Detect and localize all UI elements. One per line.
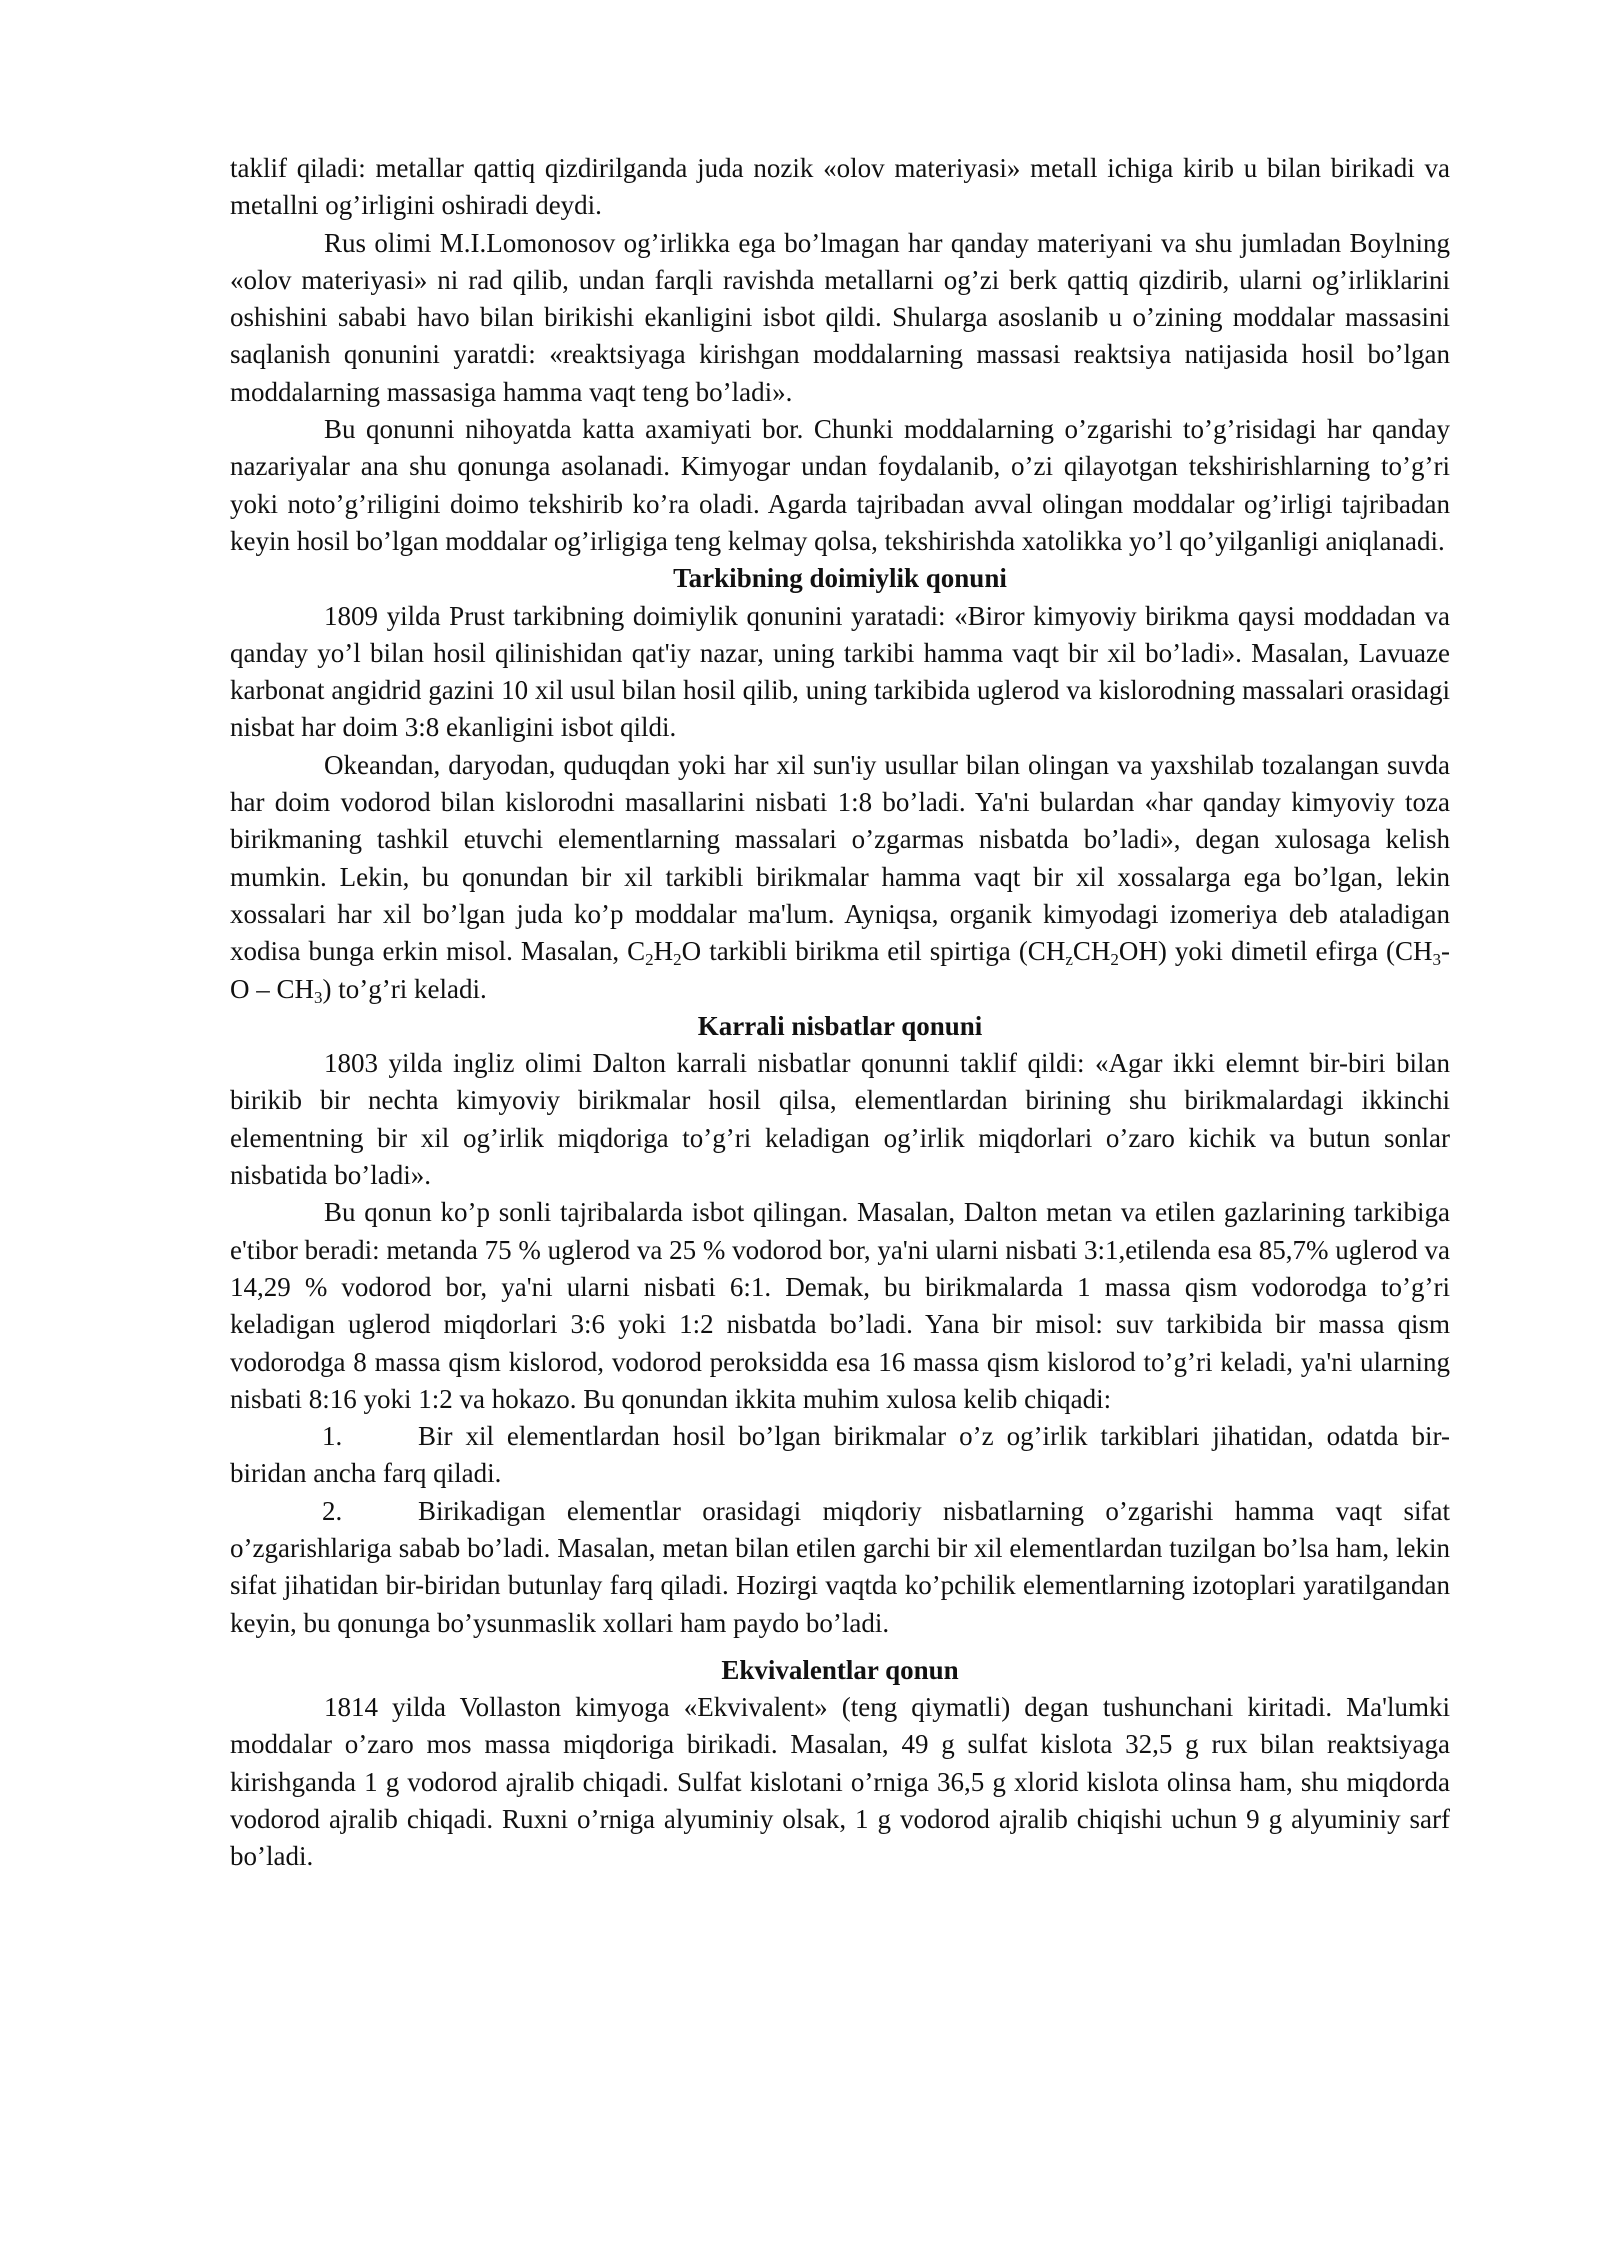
paragraph-5-end: ) to’g’ri keladi. xyxy=(322,973,487,1004)
formula-z-sub: z xyxy=(1065,950,1073,970)
formula-oh: OH) yoki dimetil efirga (CH xyxy=(1118,936,1433,967)
paragraph-4: 1809 yilda Prust tarkibning doimiylik qonunini yaratadi: «Biror kimyoviy birikma qaysi moddadan va qanday yo’l bilan hosil qilinishidan qat'iy nazar, uning tarkibi hamma vaqt bir xil bo’ladi». Masalan, Lavuaze karbonat angidrid gazini 10 xil usul bilan hosil qilib, uning tarkibida uglerod va kislorodning massalari orasidagi nisbat har doim 3:8 ekanligini isbot qildi. xyxy=(230,600,1450,743)
list-item-2 xyxy=(230,1493,1450,1642)
heading-ekvivalentlar: Ekvivalentlar qonun xyxy=(721,1654,959,1685)
formula-ch: CH xyxy=(1072,936,1111,967)
paragraph-1: taklif qiladi: metallar qattiq qizdirilganda juda nozik «olov materiyasi» metall ichiga kirib u bilan birikadi va metallni og’irligini oshiradi deydi. xyxy=(230,153,1450,221)
heading-tarkibning: Tarkibning doimiylik qonuni xyxy=(673,563,1007,594)
formula-o: O tarkibli birikma etil spirtiga (CH xyxy=(681,936,1066,967)
paragraph-5 xyxy=(230,747,1450,1008)
formula-3a-sub: 3 xyxy=(1432,950,1442,970)
formula-mid: -O – CH xyxy=(230,936,1451,1004)
paragraph-2: Rus olimi M.I.Lomonosov og’irlikka ega bo’lmagan har qanday materiyani va shu jumladan Boylning «olov materiyasi» ni rad qilib, undan farqli ravishda metallarni og’zi berk qattiq qizdirib, ularni og’irliklarini oshishini sababi havo bilan birikishi ekanligini isbot qildi. Shularga asoslanib u o’zining moddalar massasini saqlanish qonunini yaratdi: «reaktsiyaga kirishgan moddalarning massasi reaktsiya natijasida hosil bo’lgan moddalarning massasiga hamma vaqt teng bo’ladi». xyxy=(230,227,1450,407)
list-number-2: 2. xyxy=(322,1495,343,1526)
list-text-1: Bir xil elementlardan hosil bo’lgan birikmalar o’z og’irlik tarkiblari jihatidan, odatda bir-biridan ancha farq qiladi. xyxy=(230,1421,1450,1489)
formula-h-sub: 2 xyxy=(673,950,682,970)
document-page xyxy=(230,150,1450,1876)
formula-c-sub: 2 xyxy=(645,950,654,970)
paragraph-8: 1814 yilda Vollaston kimyoga «Ekvivalent» (teng qiymatli) degan tushunchani kiritadi. Ma'lumki moddalar o’zaro mos massa miqdoriga birikadi. Masalan, 49 g sulfat kislota 32,5 g rux bilan reaktsiyaga kirishganda 1 g vodorod ajralib chiqadi. Sulfat kislotani o’rniga 36,5 g xlorid kislota olinsa ham, shu miqdorda vodorod ajralib chiqadi. Ruxni o’rniga alyuminiy olsak, 1 g vodorod ajralib chiqishi uchun 9 g alyuminiy sarf bo’ladi. xyxy=(230,1692,1450,1872)
paragraph-5-text: Okeandan, daryodan, quduqdan yoki har xil sun'iy usullar bilan olingan va yaxshilab tozalangan suvda har doim vodorod bilan kislorodni masallarini nisbati 1:8 bo’ladi. Ya'ni bulardan «har qanday kimyoviy toza birikmaning tashkil etuvchi elementlarning massalari o’zgarmas nisbatda bo’ladi», degan xulosaga kelish mumkin. Lekin, bu qonundan bir xil tarkibli birikmalar hamma vaqt bir xil xossalarga ega bo’lgan, lekin xossalari har xil bo’lgan juda ko’p moddalar ma'lum. Ayniqsa, organik kimyodagi izomeriya deb ataladigan xodisa bunga erkin misol. Masalan, xyxy=(230,749,1450,967)
formula-ch-sub: 2 xyxy=(1110,950,1119,970)
list-number-1: 1. xyxy=(322,1421,343,1452)
formula-h: H xyxy=(653,936,674,967)
heading-karrali: Karrali nisbatlar qonuni xyxy=(697,1010,983,1041)
paragraph-7: Bu qonun ko’p sonli tajribalarda isbot qilingan. Masalan, Dalton metan va etilen gazlarining tarkibiga e'tibor beradi: metanda 75 % uglerod va 25 % vodorod bor, ya'ni ularni nisbati 3:1,etilenda esa 85,7% uglerod va 14,29 % vodorod bor, ya'ni ularni nisbati 6:1. Demak, bu birikmalarda 1 massa qism vodorodga to’g’ri keladigan uglerod miqdorlari 3:6 yoki 1:2 nisbatda bo’ladi. Yana bir misol: suv tarkibida bir massa qism vodorodga 8 massa qism kislorod, vodorod peroksidda esa 16 massa qism kislorod to’g’ri keladi, ya'ni ularning nisbati 8:16 yoki 1:2 va hokazo. Bu qonundan ikkita muhim xulosa kelib chiqadi: xyxy=(230,1197,1450,1414)
formula-c: C xyxy=(627,936,646,967)
formula-3b-sub: 3 xyxy=(314,987,323,1007)
list-item-1 xyxy=(230,1418,1450,1493)
paragraph-3: Bu qonunni nihoyatda katta axamiyati bor. Chunki moddalarning o’zgarishi to’g’risidagi har qanday nazariyalar ana shu qonunga asolanadi. Kimyogar undan foydalanib, o’zi qilayotgan tekshirishlarning to’g’ri yoki noto’g’riligini doimo tekshirib ko’ra oladi. Agarda tajribadan avval olingan moddalar og’irligi tajribadan keyin hosil bo’lgan moddalar og’irligiga teng kelmay qolsa, tekshirishda xatolikka yo’l qo’yilganligi aniqlanadi. xyxy=(230,414,1450,556)
list-text-2: Birikadigan elementlar orasidagi miqdoriy nisbatlarning o’zgarishi hamma vaqt sifat o’zgarishlariga sabab bo’ladi. Masalan, metan bilan etilen garchi bir xil elementlardan tuzilgan bo’lsa ham, lekin sifat jihatidan bir-biridan butunlay farq qiladi. Hozirgi vaqtda ko’pchilik elementlarning izotoplari yaratilgandan keyin, bu qonunga bo’ysunmaslik xollari ham paydo bo’ladi. xyxy=(230,1495,1450,1638)
paragraph-6: 1803 yilda ingliz olimi Dalton karrali nisbatlar qonunni taklif qildi: «Agar ikki elemnt bir-biri bilan birikib bir nechta kimyoviy birikmalar hosil qilsa, elementlardan birining shu birikmalardagi ikkinchi elementning bir xil og’irlik miqdoriga to’g’ri keladigan og’irlik miqdorlari o’zaro kichik va butun sonlar nisbatida bo’ladi». xyxy=(230,1048,1450,1191)
